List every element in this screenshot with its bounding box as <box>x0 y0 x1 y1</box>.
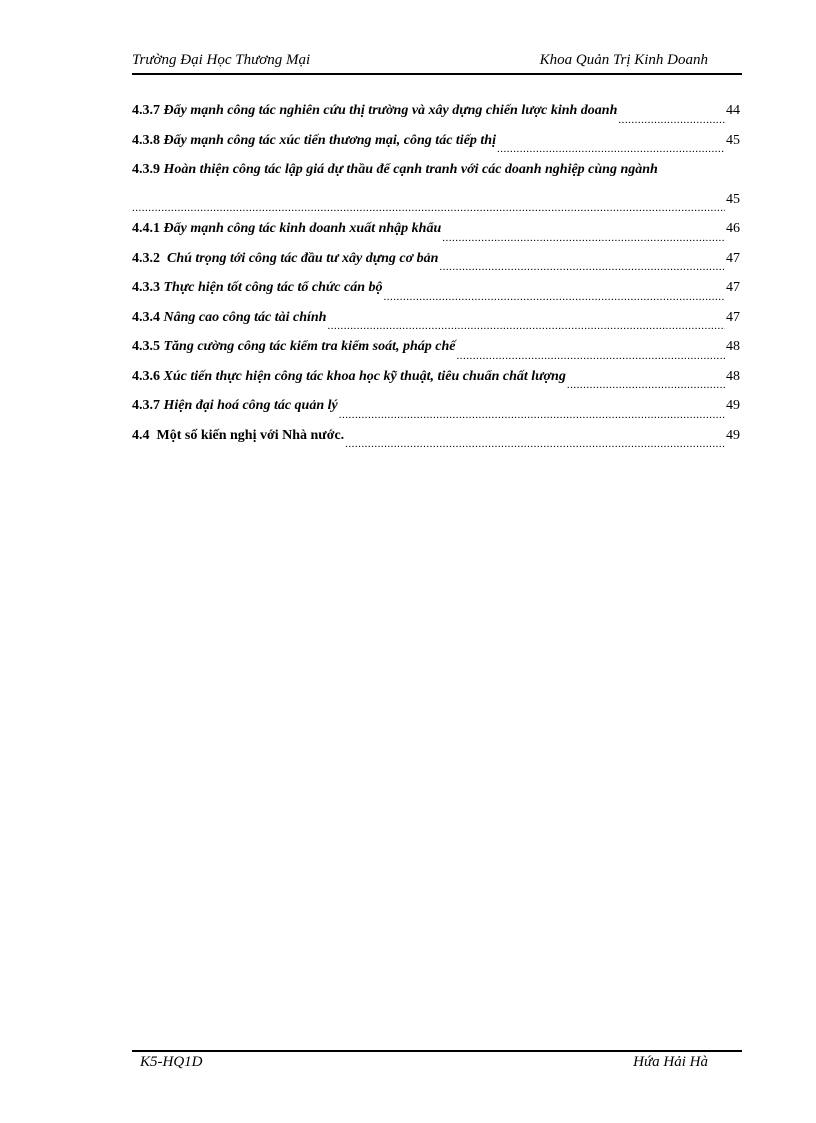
header-faculty: Khoa Quản Trị Kinh Doanh <box>539 52 708 68</box>
toc-dot-leader <box>457 347 725 365</box>
toc-entry-page: 47 <box>726 280 740 295</box>
toc-entry[interactable] <box>132 365 740 395</box>
toc-dot-leader <box>442 229 725 247</box>
header-university: Trường Đại Học Thương Mại <box>132 52 311 68</box>
toc-dot-leader <box>618 111 725 129</box>
toc-dot-leader <box>132 199 725 217</box>
footer-divider <box>132 1050 742 1052</box>
toc-entry-title: Hiện đại hoá công tác quản lý <box>163 398 338 413</box>
toc-dot-leader <box>384 288 726 306</box>
toc-entry-number: 4.3.7 <box>132 398 164 413</box>
toc-dot-leader <box>327 317 725 335</box>
toc-entry[interactable] <box>132 217 740 247</box>
toc-entry[interactable] <box>132 129 740 159</box>
toc-entry-number: 4.3.9 <box>132 162 164 177</box>
toc-entry[interactable] <box>132 247 740 277</box>
toc-entry-page: 45 <box>726 132 740 148</box>
page-footer <box>140 1054 740 1076</box>
toc-entry-title: Một số kiến nghị với Nhà nước. <box>156 427 345 443</box>
toc-entry-title: Hoàn thiện công tác lập giá dự thầu để cạnh tranh với các doanh nghiệp cùng ngành <box>163 162 658 177</box>
footer-author: Hứa Hải Hà <box>633 1054 708 1070</box>
toc-entry-page: 48 <box>726 339 740 354</box>
toc-entry-page: 44 <box>726 103 740 118</box>
footer-class-code: K5-HQ1D <box>140 1054 203 1070</box>
page-header <box>132 52 742 74</box>
toc-entry-number: 4.3.8 <box>132 132 164 148</box>
toc-entry-page: 45 <box>726 191 740 207</box>
toc-dot-leader <box>339 406 725 424</box>
toc-dot-leader <box>439 258 725 276</box>
toc-entry-number: 4.3.5 <box>132 339 164 354</box>
toc-entry[interactable] <box>132 276 740 306</box>
toc-entry-number: 4.3.4 <box>132 309 164 325</box>
header-divider <box>132 73 742 75</box>
toc-entry[interactable] <box>132 335 740 365</box>
toc-entry-continuation[interactable] <box>132 188 740 218</box>
toc-entry-number: 4.4.1 <box>132 221 164 236</box>
toc-dot-leader <box>567 376 725 394</box>
toc-entry-page: 47 <box>726 309 740 325</box>
toc-entry-number: 4.3.7 <box>132 103 164 118</box>
toc-entry[interactable] <box>132 424 740 454</box>
toc-dot-leader <box>497 140 725 158</box>
toc-entry-title: Tăng cường công tác kiểm tra kiểm soát, pháp chế <box>163 339 456 354</box>
toc-entry-page: 48 <box>726 368 740 384</box>
toc-entry[interactable] <box>132 394 740 424</box>
toc-entry-page: 49 <box>726 398 740 413</box>
toc-entry[interactable] <box>132 99 740 129</box>
toc-entry-page: 47 <box>726 250 740 266</box>
toc-entry[interactable] <box>132 158 740 188</box>
toc-entry-page: 49 <box>726 427 740 443</box>
toc-entry-number: 4.3.6 <box>132 368 164 384</box>
toc-entry-title: Đẩy mạnh công tác xúc tiến thương mại, công tác tiếp thị <box>163 132 496 148</box>
toc-entry-title: Đẩy mạnh công tác nghiên cứu thị trường và xây dựng chiến lược kinh doanh <box>163 103 618 118</box>
toc-entry-title: Xúc tiến thực hiện công tác khoa học kỹ thuật, tiêu chuẩn chất lượng <box>163 368 566 384</box>
toc-entry-title: Thực hiện tốt công tác tổ chức cán bộ <box>163 280 383 295</box>
toc-entry-title: Nâng cao công tác tài chính <box>163 309 327 325</box>
toc-entry-number: 4.4 <box>132 427 157 443</box>
toc-entry-number: 4.3.3 <box>132 280 164 295</box>
toc-entry-title: Đẩy mạnh công tác kinh doanh xuất nhập khẩu <box>163 221 442 236</box>
toc-entry-page: 46 <box>726 221 740 236</box>
toc-entry-title: Chú trọng tới công tác đầu tư xây dựng cơ bản <box>167 250 439 266</box>
table-of-contents <box>132 99 740 453</box>
toc-entry[interactable] <box>132 306 740 336</box>
toc-entry-number: 4.3.2 <box>132 250 167 266</box>
toc-dot-leader <box>345 435 725 453</box>
